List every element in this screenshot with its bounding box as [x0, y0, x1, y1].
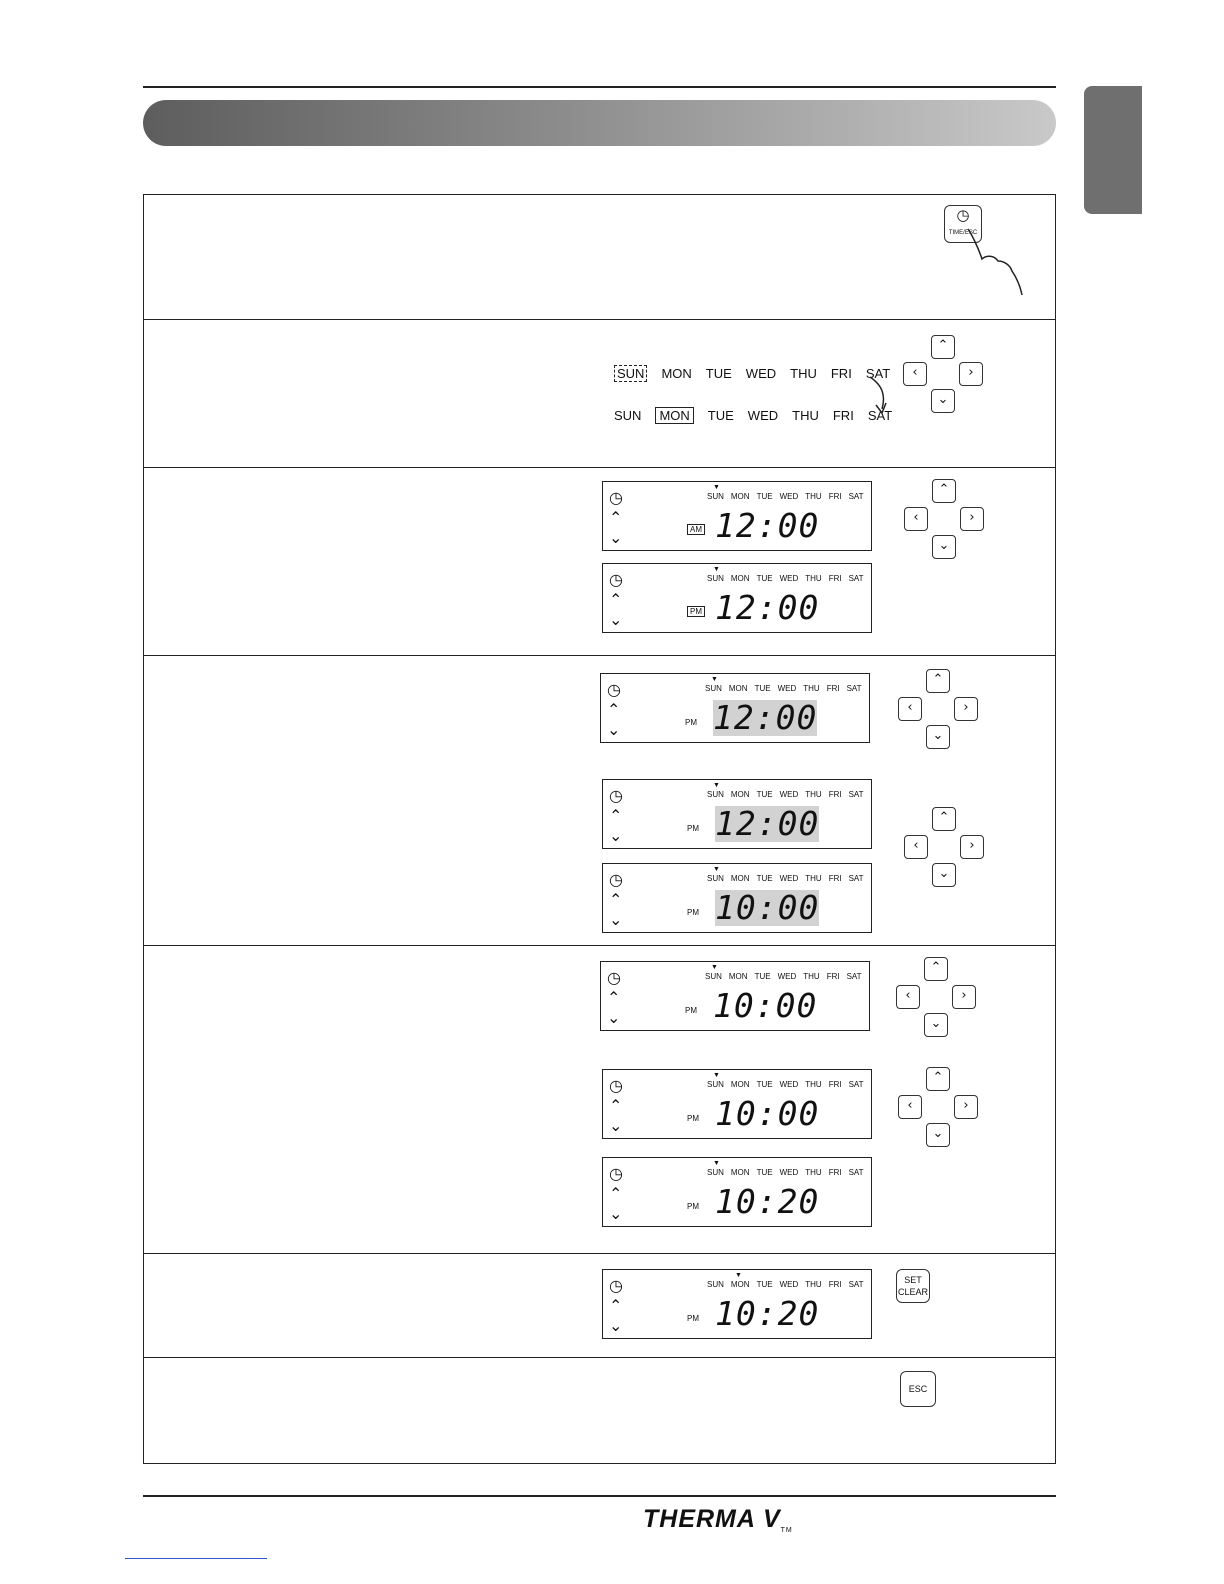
down-arrow-button[interactable]: ⌄: [932, 535, 956, 559]
arrow-keypad: [898, 669, 1008, 764]
time-digits: 10:20: [715, 1182, 820, 1221]
ampm-indicator: PM: [687, 606, 705, 617]
up-arrow-button[interactable]: ⌃: [926, 1067, 950, 1091]
down-arrow-button[interactable]: ⌄: [926, 1123, 950, 1147]
therma-v-logo: THERMA VTM: [643, 1505, 793, 1534]
esc-button[interactable]: ESC: [900, 1371, 936, 1407]
clock-icon: ◷: [956, 207, 970, 224]
step-row-5: [144, 945, 1055, 1254]
up-arrow-button[interactable]: ⌃: [932, 479, 956, 503]
step-row-4: [144, 655, 1055, 946]
right-arrow-button[interactable]: ›: [960, 507, 984, 531]
up-arrow-button[interactable]: ⌃: [926, 669, 950, 693]
up-arrow-button[interactable]: ⌃: [931, 335, 955, 359]
day-strip-mon-selected: SUN MON TUE WED THU FRI SAT: [614, 408, 893, 423]
right-arrow-button[interactable]: ›: [959, 362, 983, 386]
up-arrow-button[interactable]: ⌃: [924, 957, 948, 981]
left-arrow-button[interactable]: ‹: [898, 1095, 922, 1119]
left-arrow-button[interactable]: ‹: [904, 835, 928, 859]
left-arrow-button[interactable]: ‹: [904, 507, 928, 531]
lcd-display-minute-after: ◷ ⌃ ⌄ ▼ SUN MON TUE WED THU FRI SAT PM 10:20: [602, 1157, 872, 1227]
arrow-keypad: [904, 807, 1014, 902]
time-digits: 12:00: [713, 698, 818, 737]
language-side-tab: [1084, 86, 1142, 214]
set-clear-button[interactable]: SET CLEAR: [896, 1269, 930, 1303]
step-row-1: [144, 195, 1055, 320]
time-digits: 10:20: [715, 1294, 820, 1333]
arrow-keypad: [898, 1067, 1008, 1162]
time-digits: 12:00: [715, 506, 820, 545]
down-arrow-button[interactable]: ⌄: [924, 1013, 948, 1037]
time-digits: 12:00: [715, 588, 820, 627]
step-row-2: [144, 319, 1055, 468]
lcd-display-hour-select: ◷ ⌃ ⌄ ▼ SUN MON TUE WED THU FRI SAT PM 12:00: [600, 673, 870, 743]
day-sun-blinking: SUN: [614, 365, 647, 382]
instruction-table: [143, 194, 1056, 1464]
arrow-keypad: [904, 479, 1014, 574]
right-arrow-button[interactable]: ›: [954, 697, 978, 721]
step-row-6: [144, 1253, 1055, 1358]
down-arrow-button[interactable]: ⌄: [931, 389, 955, 413]
time-digits: 10:00: [713, 986, 818, 1025]
section-title-bar: [143, 100, 1056, 146]
step-row-3: [144, 467, 1055, 656]
lcd-display-next-day: ◷ ⌃ ⌄ ▼ SUN MON TUE WED THU FRI SAT PM 10:20: [602, 1269, 872, 1339]
down-arrow-button[interactable]: ⌄: [926, 725, 950, 749]
time-digits: 12:00: [715, 804, 820, 843]
time-digits: 10:00: [715, 888, 820, 927]
ampm-indicator: AM: [687, 524, 705, 535]
right-arrow-button[interactable]: ›: [954, 1095, 978, 1119]
lcd-side-icons: ◷ ⌃ ⌄: [609, 490, 623, 547]
left-arrow-button[interactable]: ‹: [898, 697, 922, 721]
left-arrow-button[interactable]: ‹: [903, 362, 927, 386]
lcd-display-pm: ◷ ⌃ ⌄ ▼ SUN MON TUE WED THU FRI SAT PM 12:00: [602, 563, 872, 633]
right-arrow-button[interactable]: ›: [952, 985, 976, 1009]
top-rule: [143, 86, 1056, 88]
lcd-display-hour-before: ◷ ⌃ ⌄ ▼ SUN MON TUE WED THU FRI SAT PM 12:00: [602, 779, 872, 849]
time-esc-button[interactable]: ◷ TIME/ESC: [944, 205, 982, 243]
up-arrow-button[interactable]: ⌃: [932, 807, 956, 831]
lcd-display-hour-after: ◷ ⌃ ⌄ ▼ SUN MON TUE WED THU FRI SAT PM 10:00: [602, 863, 872, 933]
bottom-rule: [143, 1495, 1056, 1497]
arrow-keypad: [896, 957, 1006, 1052]
day-strip-sun-blinking: SUN MON TUE WED THU FRI SAT: [614, 365, 904, 382]
lcd-display-minute-before: ◷ ⌃ ⌄ ▼ SUN MON TUE WED THU FRI SAT PM 10:00: [602, 1069, 872, 1139]
day-mon-selected: MON: [655, 407, 693, 424]
right-arrow-button[interactable]: ›: [960, 835, 984, 859]
curved-arrow-icon: [868, 375, 892, 415]
left-arrow-button[interactable]: ‹: [896, 985, 920, 1009]
lcd-display-minute-select: ◷ ⌃ ⌄ ▼ SUN MON TUE WED THU FRI SAT PM 10:00: [600, 961, 870, 1031]
lcd-display-am: ◷ ⌃ ⌄ ▼ SUN MON TUE WED THU FRI SAT AM 12:00: [602, 481, 872, 551]
time-digits: 10:00: [715, 1094, 820, 1133]
footer-link-underline: [125, 1558, 267, 1559]
arrow-keypad: [900, 335, 1010, 430]
step-row-7: [144, 1357, 1055, 1461]
down-arrow-button[interactable]: ⌄: [932, 863, 956, 887]
hand-pointer-icon: [964, 225, 1024, 295]
